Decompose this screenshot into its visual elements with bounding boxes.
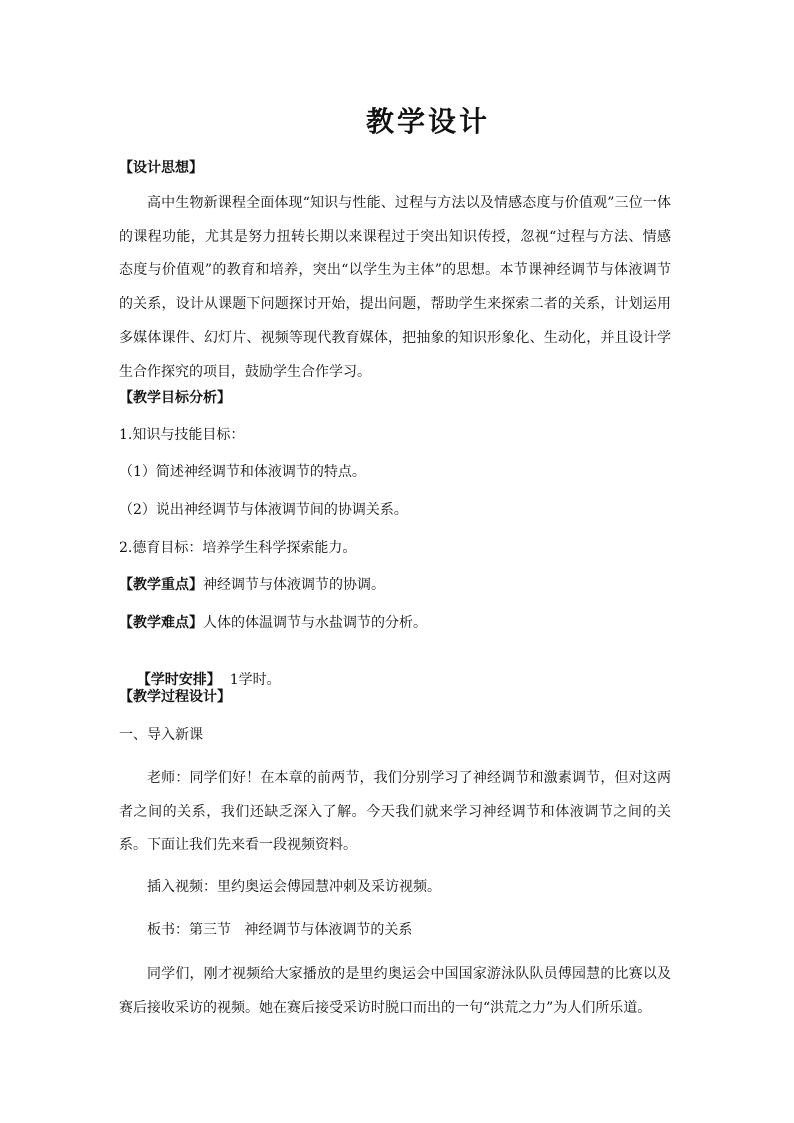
key-point-row xyxy=(119,575,385,595)
hours-text: 1学时。 xyxy=(220,672,281,688)
section-intro-heading: 一、导入新课 xyxy=(119,727,203,743)
difficult-point-row xyxy=(119,613,427,633)
key-point-label: 【教学重点】 xyxy=(119,577,203,593)
key-point-text: 神经调节与体液调节的协调。 xyxy=(203,577,385,593)
hours-label: 【学时安排】 xyxy=(136,672,221,688)
moral-objective: 2.德育目标：培养学生科学探索能力。 xyxy=(119,540,357,556)
students-paragraph: 同学们，刚才视频给大家播放的是里约奥运会中国国家游泳队队员傅园慧的比赛以及赛后接收采访的视频。她在赛后接受采访时脱口而出的一句“洪荒之力”为人们所乐道。 xyxy=(119,966,671,1016)
knowledge-objective-label: 1.知识与技能目标： xyxy=(119,427,245,443)
process-heading: 【教学过程设计】 xyxy=(119,689,231,705)
teacher-paragraph: 老师：同学们好！在本章的前两节，我们分别学习了神经调节和激素调节，但对这两者之间的关系，我们还缺乏深入了解。今天我们就来学习神经调节和体液调节之间的关系。下面让我们先来看一段视频资料。 xyxy=(119,770,671,854)
objectives-heading: 【教学目标分析】 xyxy=(119,390,231,406)
objective-item-1: （1）简述神经调节和体液调节的特点。 xyxy=(119,464,366,480)
board-title-line: 板书：第三节 神经调节与体液调节的关系 xyxy=(147,922,413,938)
document-title: 教学设计 xyxy=(365,105,490,138)
difficult-point-text: 人体的体温调节与水盐调节的分析。 xyxy=(203,615,427,631)
objective-item-2: （2）说出神经调节与体液调节间的协调关系。 xyxy=(119,502,408,518)
video-insert-line: 插入视频：里约奥运会傅园慧冲刺及采访视频。 xyxy=(147,879,441,895)
design-idea-paragraph: 高中生物新课程全面体现“知识与性能、过程与方法以及情感态度与价值观”三位一体的课程功能，尤其是努力扭转长期以来课程过于突出知识传授，忽视“过程与方法、情感态度与价值观”的教育和培养，突出“以学生为主体”的思想。本节课神经调节与体液调节的关系，设计从课题下问题探讨开始，提出问题，帮助学生来探索二者的关系，计划运用多媒体课件、幻灯片、视频等现代教育媒体，把抽象的知识形象化、生动化，并且设计学生合作探究的项目，鼓励学生合作学习。 xyxy=(119,195,671,380)
difficult-point-label: 【教学难点】 xyxy=(119,615,203,631)
design-idea-heading: 【设计思想】 xyxy=(119,160,203,176)
